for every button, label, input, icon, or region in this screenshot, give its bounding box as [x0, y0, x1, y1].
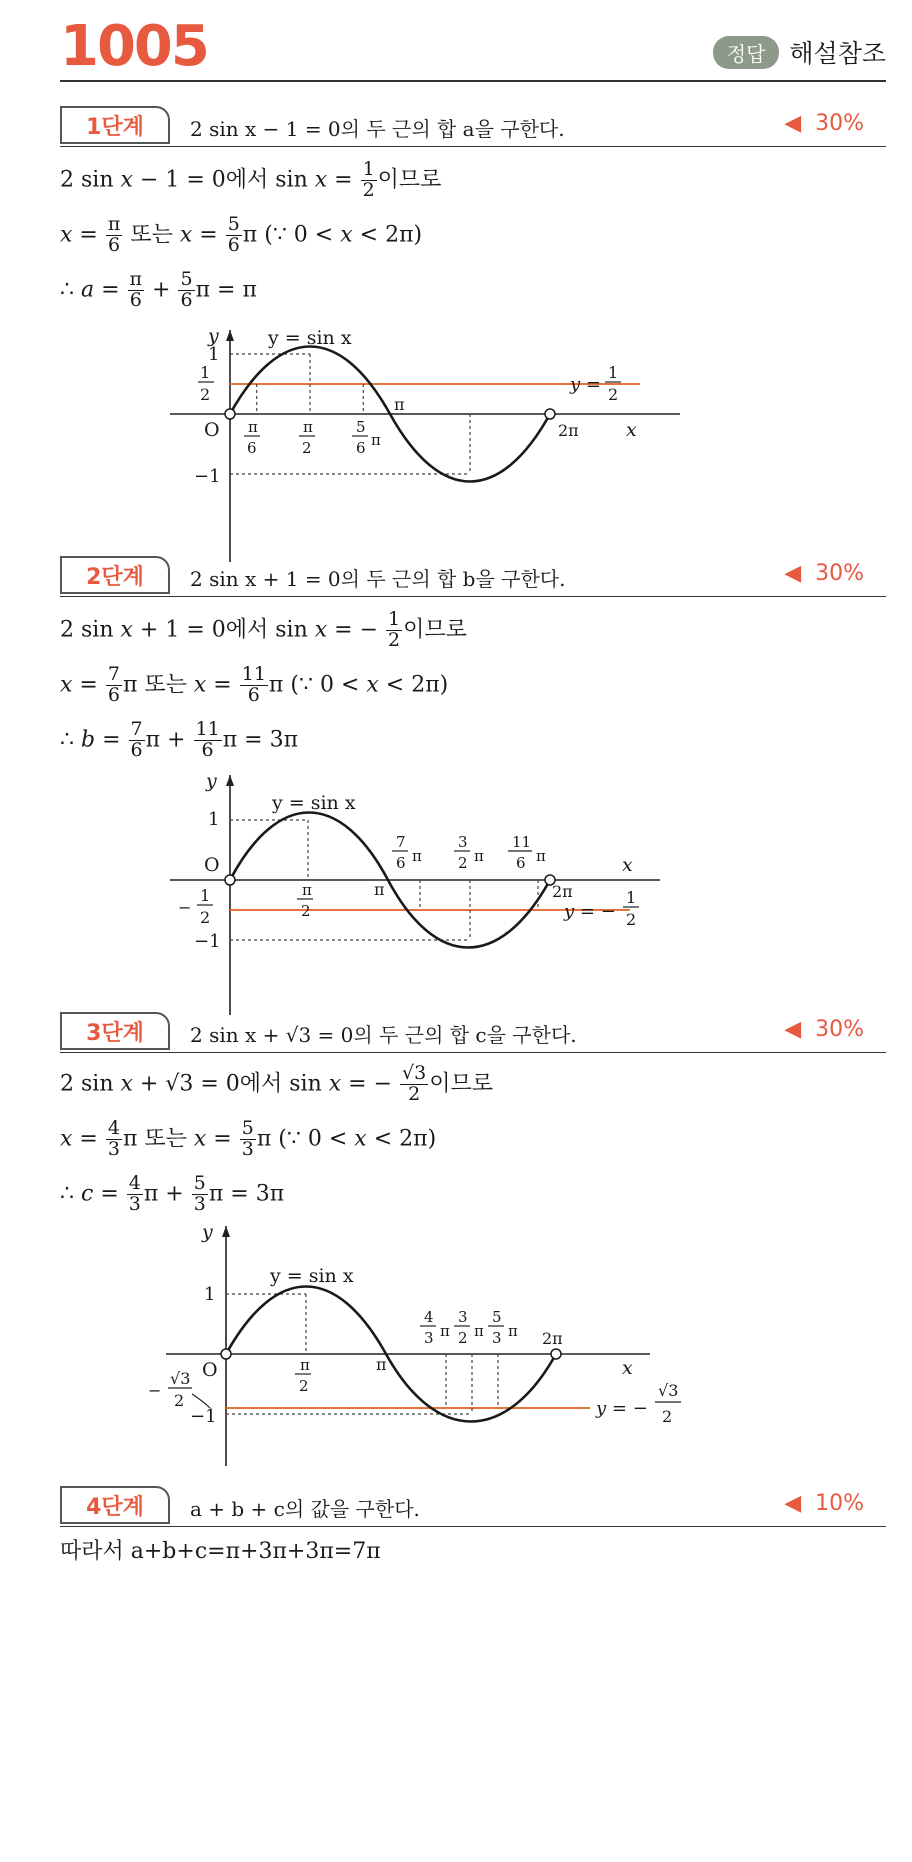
step-2-line-1: 2 sin x + 1 = 0에서 sin x = − $\frac{1}{2}$ 이므로 — [60, 608, 467, 651]
svg-text:3: 3 — [458, 1308, 468, 1326]
origin-label: O — [204, 419, 220, 441]
svg-text:11: 11 — [512, 833, 532, 851]
header-divider — [60, 80, 886, 82]
svg-text:π: π — [300, 1356, 310, 1374]
step-2-line-2: x = $\frac{7}{6}$ π 또는 x = $\frac{11}{6}$ π (∵ 0 < x < 2π) — [60, 663, 449, 706]
svg-text:y = −: y = − — [596, 1398, 648, 1419]
svg-text:π: π — [302, 881, 312, 899]
answer-text: 해설참조 — [789, 39, 886, 68]
tick-label-1: 1 — [204, 1284, 216, 1305]
origin-label: O — [204, 854, 220, 876]
y-axis-label: y — [206, 775, 217, 792]
step-3-header — [60, 1012, 886, 1053]
step-4-tag: 4단계 — [60, 1486, 170, 1524]
svg-text:−: − — [148, 1381, 162, 1400]
step-2-percent: ◀ 30% — [784, 561, 864, 586]
curve-label: y = sin x — [272, 792, 356, 814]
step-2-line-3: ∴ b = $\frac{7}{6}$ π + $\frac{11}{6}$ π = 3π — [60, 718, 299, 761]
svg-text:2: 2 — [662, 1407, 673, 1426]
tick-pi-6-den: 6 — [247, 439, 257, 457]
tick-label-2pi: 2π — [558, 421, 579, 440]
triangle-icon: ◀ — [784, 1491, 816, 1516]
x-axis-label: x — [626, 419, 637, 441]
svg-text:5: 5 — [492, 1308, 502, 1326]
svg-text:π: π — [536, 847, 546, 865]
open-point-2pi — [545, 409, 555, 419]
y-axis-arrow-icon — [222, 1226, 230, 1237]
conclusion-line: 따라서 a+b+c=π+3π+3π=7π — [60, 1539, 381, 1564]
tick-pi-6-num: π — [248, 418, 258, 436]
hline-label-den: 2 — [608, 385, 619, 404]
step-3-line-3: ∴ c = $\frac{4}{3}$ π + $\frac{5}{3}$ π = 3π — [60, 1172, 285, 1215]
hline-label-num: 1 — [608, 363, 619, 382]
graph-1 — [160, 330, 720, 570]
svg-text:2: 2 — [458, 1329, 468, 1347]
step-2-tag: 2단계 — [60, 556, 170, 594]
tick-label-2pi: 2π — [542, 1329, 563, 1348]
svg-text:−: − — [178, 898, 192, 917]
svg-text:π: π — [508, 1322, 518, 1340]
step-4-percent: ◀ 10% — [784, 1491, 864, 1516]
svg-text:2: 2 — [626, 910, 637, 929]
step-1-tag: 1단계 — [60, 106, 170, 144]
svg-text:y = −: y = − — [564, 901, 616, 922]
step-3-percent: ◀ 30% — [784, 1017, 864, 1042]
step-4-header — [60, 1486, 886, 1527]
svg-text:√3: √3 — [658, 1381, 679, 1400]
svg-text:1: 1 — [626, 888, 637, 907]
step-1-line-2: x = $\frac{\pi}{6}$ 또는 x = $\frac{5}{6}$ π (∵ 0 < x < 2π) — [60, 213, 423, 256]
svg-text:4: 4 — [424, 1308, 434, 1326]
step-3-description: 2 sin x + √3 = 0의 두 근의 합 c을 구한다. — [190, 1023, 577, 1047]
curve-label: y = sin x — [270, 1265, 354, 1287]
step-1-line-3: ∴ a = $\frac{\pi}{6}$ + $\frac{5}{6}$ π = π — [60, 268, 257, 311]
svg-text:2: 2 — [200, 908, 211, 927]
y-axis-arrow-icon — [226, 775, 234, 786]
svg-text:2: 2 — [299, 1377, 309, 1395]
svg-text:3: 3 — [424, 1329, 434, 1347]
step-4-description: a + b + c의 값을 구한다. — [190, 1497, 420, 1521]
open-point-origin — [225, 409, 235, 419]
triangle-icon: ◀ — [784, 561, 816, 586]
step-3-line-2: x = $\frac{4}{3}$ π 또는 x = $\frac{5}{3}$ π (∵ 0 < x < 2π) — [60, 1117, 437, 1160]
y-axis-label: y — [208, 330, 219, 347]
triangle-icon: ◀ — [784, 1017, 816, 1042]
curve-label: y = sin x — [268, 330, 352, 349]
tick-label-half-num: 1 — [200, 363, 211, 382]
step-2-description: 2 sin x + 1 = 0의 두 근의 합 b을 구한다. — [190, 567, 566, 591]
tick-label-neg-1: −1 — [190, 1406, 217, 1427]
svg-text:π: π — [474, 1322, 484, 1340]
triangle-icon: ◀ — [784, 111, 816, 136]
step-1-description: 2 sin x − 1 = 0의 두 근의 합 a을 구한다. — [190, 117, 565, 141]
tick-label-pi: π — [394, 395, 405, 414]
svg-text:2: 2 — [301, 902, 311, 920]
answer-reference — [713, 34, 886, 70]
x-axis-label: x — [622, 1357, 633, 1379]
tick-label-2pi: 2π — [552, 882, 573, 901]
svg-text:3: 3 — [458, 833, 468, 851]
tick-pi-2-den: 2 — [302, 439, 312, 457]
graph-2 — [160, 775, 720, 1020]
tick-5pi-6-num: 5 — [356, 418, 366, 436]
step-2-header — [60, 556, 886, 597]
svg-text:2: 2 — [174, 1391, 185, 1410]
svg-text:π: π — [474, 847, 484, 865]
tick-label-1: 1 — [208, 344, 220, 365]
y-axis-arrow-icon — [226, 330, 234, 341]
origin-label: O — [202, 1359, 218, 1381]
step-3-tag: 3단계 — [60, 1012, 170, 1050]
svg-text:6: 6 — [516, 854, 526, 872]
svg-text:6: 6 — [396, 854, 406, 872]
tick-label-pi: π — [376, 1355, 387, 1374]
step-3-line-1: 2 sin x + √3 = 0에서 sin x = − $\frac{√3}{2}$ 이므로 — [60, 1062, 493, 1105]
tick-label-neg-1: −1 — [194, 931, 221, 952]
svg-text:2: 2 — [458, 854, 468, 872]
step-1-header — [60, 106, 886, 147]
tick-label-1: 1 — [208, 809, 220, 830]
answer-badge: 정답 — [713, 36, 780, 69]
svg-text:7: 7 — [396, 833, 406, 851]
tick-5pi-6-den: 6 — [356, 439, 366, 457]
svg-text:π: π — [412, 847, 422, 865]
hline-label: y = — [570, 374, 601, 395]
svg-text:√3: √3 — [170, 1369, 191, 1388]
x-axis-label: x — [622, 854, 633, 876]
problem-number: 1005 — [60, 14, 208, 79]
tick-pi-2-num: π — [303, 418, 313, 436]
tick-label-pi: π — [374, 880, 385, 899]
graph-3 — [140, 1226, 740, 1471]
svg-text:3: 3 — [492, 1329, 502, 1347]
tick-5pi-6-pi: π — [371, 431, 381, 449]
svg-text:1: 1 — [200, 886, 211, 905]
step-1-line-1: 2 sin x − 1 = 0에서 sin x = $\frac{1}{2}$ 이므로 — [60, 158, 442, 201]
tick-label-half-den: 2 — [200, 385, 211, 404]
y-axis-label: y — [202, 1226, 213, 1243]
svg-text:π: π — [440, 1322, 450, 1340]
step-1-percent: ◀ 30% — [784, 111, 864, 136]
tick-label-neg-1: −1 — [194, 466, 221, 487]
